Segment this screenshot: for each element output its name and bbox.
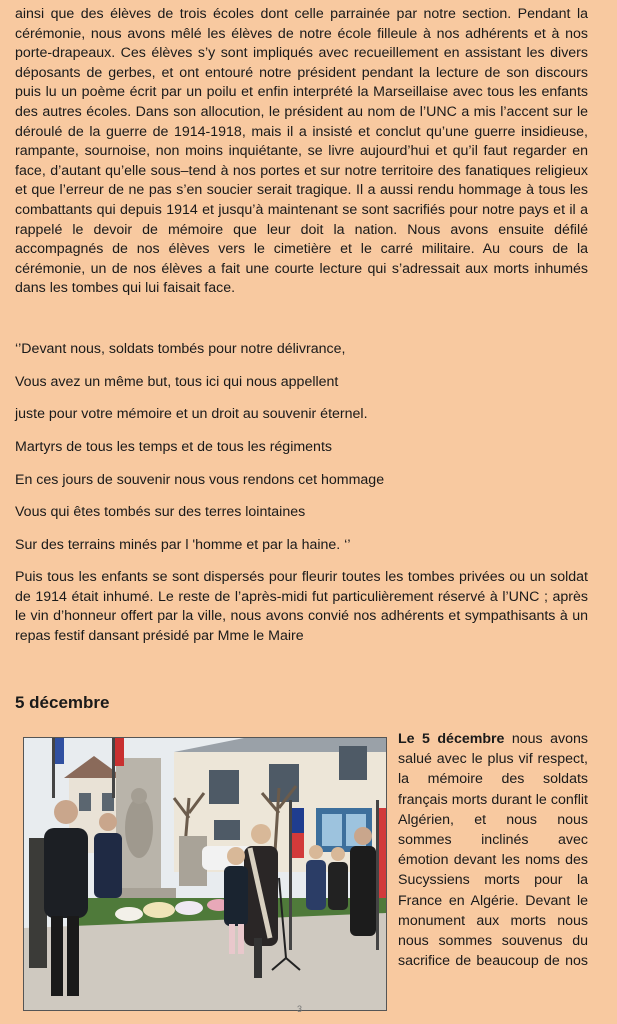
side-text-body: nous avons salué avec le plus vif respect, la mémoire des soldats français morts durant le conflit Algérien, et nous nous sommes inclinés avec émotion devant les noms des Sucyssiens morts pour la France en Algérie. Devant le monument aux morts nous nous sommes souvenus du sacrifice de beaucoup de nos xyxy=(398,731,588,970)
page-number: 3 xyxy=(297,1004,303,1014)
ceremony-photo-illustration xyxy=(24,738,386,1010)
poem-line: Vous qui êtes tombés sur des terres lointaines xyxy=(15,504,306,520)
ceremony-photo xyxy=(23,737,387,1011)
poem-line: juste pour votre mémoire et un droit au souvenir éternel. xyxy=(15,406,368,422)
section-title: 5 décembre xyxy=(15,693,110,712)
paragraph-afternoon: Puis tous les enfants se sont dispersés pour fleurir toutes les tombes privées ou un soldat de 1914 était inhumé. Le reste de l’après-midi fut particulièrement réservé à l’UNC ; après le vin d’honneur offert par la ville, nous avons convié nos adhérents et sympathisants à un repas festif dansant présidé par Mme le Maire xyxy=(15,569,588,644)
paragraph-ceremony: ainsi que des élèves de trois écoles dont celle parrainée par notre section. Pendant la cérémonie, nous avons mêlé les élèves de notre école filleule à nos adhérents et à nos porte-drapeaux. Ces élèves s’y sont impliqués avec recueillement en assistant les divers déposants de gerbes, et ont entouré notre président pendant la lecture de son discours puis lu un poème écrit par un poilu et enfin interprété la Marseillaise avec tous les enfants des autres écoles. Dans son allocution, le président au nom de l’UNC a mis l’accent sur le déroulé de la guerre de 1914-1918, mais il a insisté et conclut qu’une guerre insidieuse, rampante, sournoise, non moins inquiétante, se livre aujourd’hui et qu’il faut regarder en face, d’autant qu’elle sous–tend à nos portes et sur notre territoire des fanatiques religieux et que l’erreur de ne pas s’en soucier serait tragique. Il a aussi rendu hommage à tous les combattants qui depuis 1914 et jusqu’à maintenant se sont sacrifiés pour notre pays et il a rappelé le devoir de mémoire que leur doit la nation. Nous avons ensuite défilé accompagnés de nos élèves vers le cimetière et le carré militaire. Au cours de la cérémonie, un de nos élèves a fait une courte lecture qui s’adressait aux morts inhumés dans les tombes qui lui faisait face. xyxy=(15,6,588,297)
side-text-bold: Le 5 décembre xyxy=(398,731,505,747)
poem-line: Martyrs de tous les temps et de tous les régiments xyxy=(15,439,332,455)
side-text xyxy=(398,729,588,971)
poem-line: ‘’Devant nous, soldats tombés pour notre délivrance, xyxy=(15,341,346,357)
poem-line: Vous avez un même but, tous ici qui nous appellent xyxy=(15,374,339,390)
poem-line: Sur des terrains minés par l 'homme et par la haine. ‘’ xyxy=(15,537,351,553)
poem-line: En ces jours de souvenir nous vous rendons cet hommage xyxy=(15,472,385,488)
